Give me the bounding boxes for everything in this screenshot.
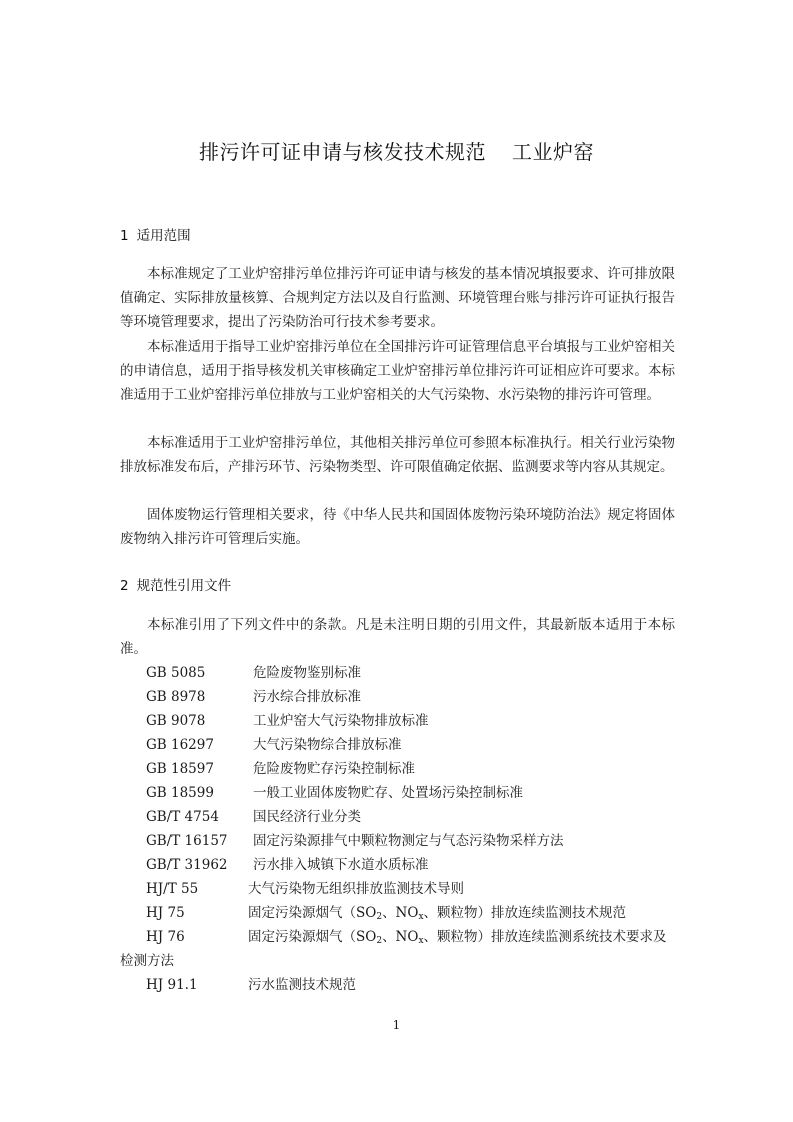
reference-name: 固定污染源烟气（$SO_2$、$NO_x$、颗粒物）排放连续监测技术规范 (248, 905, 627, 922)
reference-name: 工业炉窑大气污染物排放标准 (253, 713, 429, 729)
reference-code: GB 16297 (146, 737, 214, 753)
paragraph: 本标准适用于工业炉窑排污单位，其他相关排污单位可参照本标准执行。相关行业污染物排放标准发布后，产排污环节、污染物类型、许可限值确定依据、监测要求等内容从其规定。 (120, 435, 675, 476)
reference-name: 大气污染物无组织排放监测技术导则 (248, 881, 464, 897)
reference-name: 污水排入城镇下水道水质标准 (253, 857, 429, 873)
reference-item (146, 973, 706, 997)
section-2-heading (120, 574, 231, 594)
paragraph: 本标准适用于指导工业炉窑排污单位在全国排污许可证管理信息平台填报与工业炉窑相关的申请信息，适用于指导核发机关审核确定工业炉窑排污单位排污许可证相应许可要求。本标准适用于工业炉窑排污单位排放与工业炉窑相关的大气污染物、水污染物的排污许可管理。 (120, 339, 675, 404)
reference-name: 大气污染物综合排放标准 (253, 737, 402, 753)
reference-code: GB 5085 (146, 665, 206, 681)
reference-code: GB 18597 (146, 761, 214, 777)
reference-name: 一般工业固体废物贮存、处置场污染控制标准 (253, 785, 523, 801)
reference-name: 污水监测技术规范 (248, 977, 356, 993)
reference-item (146, 805, 706, 829)
reference-code: GB 18599 (146, 785, 214, 801)
paragraph: 本标准引用了下列文件中的条款。凡是未注明日期的引用文件，其最新版本适用于本标准。 (120, 617, 675, 658)
reference-name: 固定污染源排气中颗粒物测定与气态污染物采样方法 (253, 833, 564, 849)
reference-code: GB/T 4754 (146, 809, 219, 825)
paragraph: 本标准规定了工业炉窑排污单位排污许可证申请与核发的基本情况填报要求、许可排放限值确定、实际排放量核算、合规判定方法以及自行监测、环境管理台账与排污许可证执行报告等环境管理要求，提出了污染防治可行技术参考要求。 (120, 266, 675, 331)
reference-item (146, 877, 706, 901)
reference-name: 国民经济行业分类 (253, 809, 361, 825)
reference-item (146, 757, 706, 781)
reference-name: 危险废物贮存污染控制标准 (253, 761, 415, 777)
section-title: 规范性引用文件 (136, 578, 232, 594)
reference-item (146, 733, 706, 757)
reference-code: GB 9078 (146, 713, 206, 729)
section-title: 适用范围 (136, 228, 191, 244)
reference-code: GB/T 16157 (146, 833, 228, 849)
reference-name: 污水综合排放标准 (253, 689, 361, 705)
reference-item (146, 709, 706, 733)
reference-code: HJ 76 (146, 929, 185, 945)
reference-code: HJ 91.1 (146, 977, 198, 993)
reference-list (146, 661, 706, 949)
title-sub: 工业炉窑 (512, 140, 594, 164)
title-main: 排污许可证申请与核发技术规范 (199, 140, 486, 164)
reference-name: 固定污染源烟气（$SO_2$、$NO_x$、颗粒物）排放连续监测系统技术要求及 (248, 929, 667, 946)
reference-item (146, 901, 706, 925)
reference-item (146, 685, 706, 709)
reference-item (146, 853, 706, 877)
section-number: 2 (120, 578, 129, 594)
reference-continuation: 检测方法 (120, 953, 174, 969)
reference-code: GB 8978 (146, 689, 206, 705)
reference-item (146, 829, 706, 853)
section-number: 1 (120, 228, 129, 244)
reference-code: HJ 75 (146, 905, 185, 921)
reference-code: HJ/T 55 (146, 881, 199, 897)
document-title (0, 136, 793, 165)
reference-code: GB/T 31962 (146, 857, 228, 873)
reference-item (146, 781, 706, 805)
reference-item (146, 925, 706, 949)
reference-item (146, 661, 706, 685)
section-1-heading (120, 224, 191, 244)
page-number: 1 (392, 1018, 401, 1032)
paragraph: 固体废物运行管理相关要求，待《中华人民共和国固体废物污染环境防治法》规定将固体废物纳入排污许可管理后实施。 (120, 507, 675, 548)
reference-name: 危险废物鉴别标准 (253, 665, 361, 681)
